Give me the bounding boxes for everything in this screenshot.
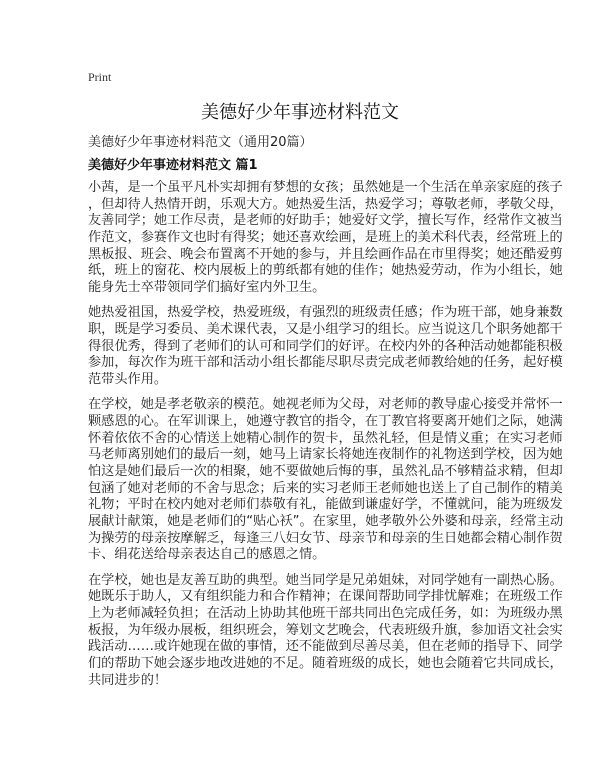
paragraph-line: ，但却待人热情开朗，乐观大方。她热爱生活，热爱学习；尊敬老师，孝敬父母， — [88, 196, 563, 212]
paragraph-line: 她热爱祖国，热爱学校，热爱班级，有强烈的班级责任感；作为班干部，她身兼数 — [88, 305, 563, 321]
paragraph-line: 得很优秀，得到了老师们的认可和同学们的好评。在校内外的各种活动她都能积极 — [88, 338, 563, 354]
paragraph-line: 参加，每次作为班干部和活动小组长都能尽职尽责完成老师教给她的任务，起好模 — [88, 355, 563, 371]
paragraph-line: 们的帮助下她会逐步地改进她的不足。随着班级的成长，她也会随着它共同成长， — [88, 656, 563, 672]
paragraph-line: 板报，为年级办展板，组织班会，筹划文艺晚会，代表班级升旗，参加语文社会实 — [88, 622, 563, 638]
paragraph-line: 上为老师减轻负担；在活动上协助其他班干部共同出色完成任务，如：为班级办黑 — [88, 606, 563, 621]
paragraph-line: 在学校，她也是友善互助的典型。她当同学是兄弟姐妹，对同学她有一副热心肠。 — [88, 572, 563, 588]
paragraph-line: 共同进步的！ — [88, 672, 168, 688]
paragraph-line: 作范文，参赛作文也时有得奖；她还喜欢绘画，是班上的美术科代表，经常班上的 — [88, 230, 563, 246]
paragraph-line: 范带头作用。 — [88, 372, 168, 388]
paragraph-line: 马老师离别她们的最后一刻，她马上请家长将她连夜制作的礼物送到学校，因为她 — [88, 447, 563, 463]
paragraph-line: 能身先士卒带领同学们搞好室内外卫生。 — [88, 280, 326, 296]
paragraph-line: 怀着依依不舍的心情送上她精心制作的贺卡，虽然礼轻，但是情义重；在实习老师 — [88, 430, 563, 446]
paragraph — [88, 305, 563, 388]
paragraph-line: 她既乐于助人，又有组织能力和合作精神；在课间帮助同学排忧解难；在班级工作 — [88, 589, 563, 605]
paragraph-line: 践活动……或许她现在做的事情，还不能做到尽善尽美，但在老师的指导下、同学 — [88, 639, 563, 655]
paragraph-line: 为操劳的母亲按摩解乏，每逢三八妇女节、母亲节和母亲的生日她都会精心制作贺 — [88, 530, 563, 546]
paragraph — [88, 180, 563, 297]
paragraph-line: 纸，班上的窗花、校内展板上的剪纸都有她的佳作；她热爱劳动，作为小组长，她 — [88, 263, 563, 279]
print-link[interactable]: Print — [88, 70, 112, 84]
paragraph-line: 包涵了她对老师的不舍与思念；后来的实习老师王老师她也送上了自己制作的精美 — [88, 480, 563, 496]
paragraph-line: 怕这是她们最后一次的相聚，她不要做她后悔的事，虽然礼品不够精益求精，但却 — [88, 464, 563, 479]
document-body — [88, 180, 564, 698]
paragraph-line: 黑板报、班会、晚会布置离不开她的参与，并且绘画作品在市里得奖；她还酷爱剪 — [88, 246, 563, 262]
paragraph-line: 在学校，她是孝老敬亲的模范。她视老师为父母，对老师的教导虚心接受并常怀一 — [88, 397, 563, 413]
paragraph-line: 友善同学；她工作尽责，是老师的好助手；她爱好文学，擅长写作，经常作文被当 — [88, 213, 563, 229]
paragraph — [88, 572, 563, 690]
paragraph-line: 礼物；平时在校内她对老师们恭敬有礼，能做到谦虚好学，不懂就问，能为班级发 — [88, 497, 563, 513]
paragraph — [88, 397, 564, 564]
paragraph-line: 展献计献策，她是老师们的“贴心袄”。在家里，她孝敬外公外婆和母亲，经常主动 — [88, 514, 564, 530]
document-subtitle: 美德好少年事迹材料范文（通用20篇） — [88, 135, 313, 150]
section-heading: 美德好少年事迹材料范文 篇1 — [88, 158, 258, 173]
document-title: 美德好少年事迹材料范文 — [201, 102, 399, 123]
paragraph-line: 小茜，是一个虽平凡朴实却拥有梦想的女孩；虽然她是一个生活在单亲家庭的孩子 — [88, 180, 563, 195]
paragraph-line: 颗感恩的心。在军训课上，她遵守教官的指令，在丁教官将要离开她们之际，她满 — [88, 413, 563, 429]
paragraph-line: 职，既是学习委员、美术课代表，又是小组学习的组长。应当说这几个职务她都干 — [88, 322, 563, 337]
paragraph-line: 卡、绢花送给母亲表达自己的感恩之情。 — [88, 547, 326, 563]
